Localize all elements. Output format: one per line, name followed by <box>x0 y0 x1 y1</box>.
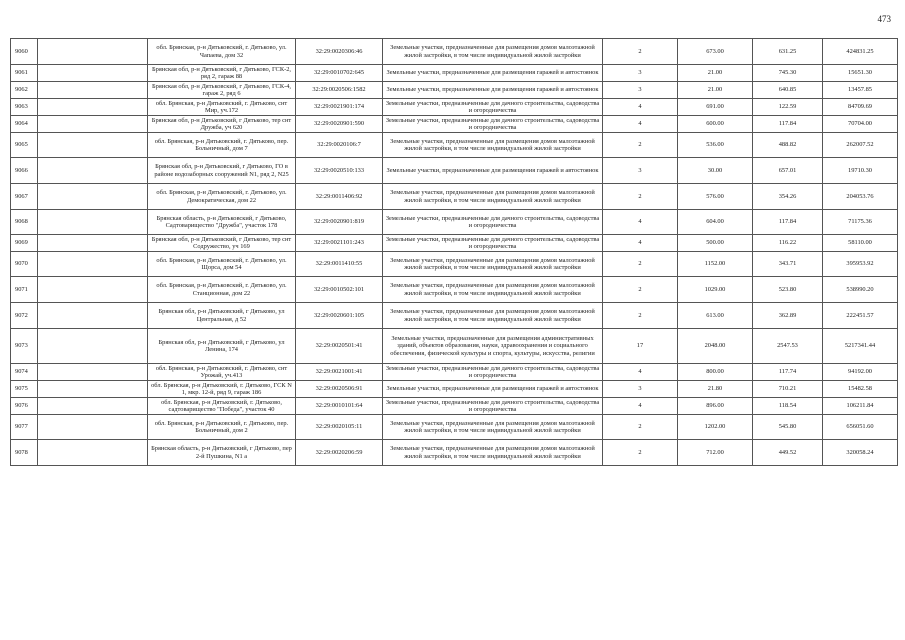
unit-value-cell: 640.85 <box>753 82 823 99</box>
use-group-cell: 4 <box>603 210 678 235</box>
land-use-cell: Земельные участки, предназначенные для дачного строительства, садоводства и огородничества <box>383 235 603 252</box>
area-cell: 1152.00 <box>678 252 753 277</box>
land-use-cell: Земельные участки, предназначенные для дачного строительства, садоводства и огородничества <box>383 99 603 116</box>
address-cell: Брянская обл, р-н Дятьковский, г Дятьково, ГО в районе водозаборных сооружений N1, ряд 2, N25 <box>148 158 296 184</box>
page-number: 473 <box>877 14 891 24</box>
area-cell: 600.00 <box>678 116 753 133</box>
cadastral-number-cell: 32:29:0020901:819 <box>296 210 383 235</box>
address-cell: обл. Брянская, р-н Дятьковский, г. Дятьково, ул. Щорса, дом 54 <box>148 252 296 277</box>
blank-cell <box>38 440 148 466</box>
unit-value-cell: 116.22 <box>753 235 823 252</box>
blank-cell <box>38 133 148 158</box>
unit-value-cell: 354.26 <box>753 184 823 210</box>
use-group-cell: 4 <box>603 235 678 252</box>
table-row <box>11 415 898 440</box>
cadastral-value-cell: 13457.85 <box>823 82 898 99</box>
blank-cell <box>38 210 148 235</box>
cadastral-number-cell: 32:29:0010702:645 <box>296 65 383 82</box>
land-use-cell: Земельные участки, предназначенные для размещения домов малоэтажной жилой застройки, в том числе индивидуальной жилой застройки <box>383 133 603 158</box>
use-group-cell: 3 <box>603 381 678 398</box>
address-cell: Брянская обл, р-н Дятьковский, г Дятьково, тер снт Содружество, уч 169 <box>148 235 296 252</box>
unit-value-cell: 631.25 <box>753 39 823 65</box>
area-cell: 2048.00 <box>678 329 753 364</box>
area-cell: 30.00 <box>678 158 753 184</box>
record-number: 9069 <box>11 235 38 252</box>
address-cell: Брянская обл, р-н Дятьковский, г Дятьково, ул Центральная, д 52 <box>148 303 296 329</box>
record-number: 9062 <box>11 82 38 99</box>
use-group-cell: 2 <box>603 184 678 210</box>
record-number: 9072 <box>11 303 38 329</box>
address-cell: обл. Брянская, р-н Дятьковский, г. Дятьково, садтоварищество "Победа", участок 40 <box>148 398 296 415</box>
address-cell: обл. Брянская, р-н Дятьковский, г. Дятьково, снт Мир, уч.172 <box>148 99 296 116</box>
cadastral-value-cell: 656051.60 <box>823 415 898 440</box>
area-cell: 576.00 <box>678 184 753 210</box>
use-group-cell: 4 <box>603 398 678 415</box>
cadastral-number-cell: 32:29:0020206:59 <box>296 440 383 466</box>
use-group-cell: 2 <box>603 252 678 277</box>
cadastral-number-cell: 32:29:0020601:105 <box>296 303 383 329</box>
record-number: 9073 <box>11 329 38 364</box>
blank-cell <box>38 303 148 329</box>
use-group-cell: 2 <box>603 39 678 65</box>
cadastral-value-cell: 84709.69 <box>823 99 898 116</box>
cadastral-number-cell: 32:29:0021901:174 <box>296 99 383 116</box>
cadastral-value-cell: 395953.92 <box>823 252 898 277</box>
unit-value-cell: 118.54 <box>753 398 823 415</box>
cadastral-number-cell: 32:29:0020901:590 <box>296 116 383 133</box>
address-cell: Брянская область, р-н Дятьковский, г Дятьково, пер 2-й Пушкина, N1 а <box>148 440 296 466</box>
cadastral-number-cell: 32:29:0011406:92 <box>296 184 383 210</box>
area-cell: 896.00 <box>678 398 753 415</box>
record-number: 9060 <box>11 39 38 65</box>
address-cell: обл. Брянская, р-н Дятьковский, г. Дятьково, ул. Станционная, дом 22 <box>148 277 296 303</box>
address-cell: Брянская обл, р-н Дятьковский, г Дятьково, ул Ленина, 174 <box>148 329 296 364</box>
address-cell: Брянская обл, р-н Дятьковский, г Дятьково, ГСК-2, ряд 2, гараж 88 <box>148 65 296 82</box>
use-group-cell: 2 <box>603 415 678 440</box>
blank-cell <box>38 277 148 303</box>
record-number: 9067 <box>11 184 38 210</box>
land-use-cell: Земельные участки, предназначенные для размещения домов малоэтажной жилой застройки, в том числе индивидуальной жилой застройки <box>383 39 603 65</box>
cadastral-number-cell: 32:29:0021101:243 <box>296 235 383 252</box>
cadastral-number-cell: 32:29:0010101:64 <box>296 398 383 415</box>
cadastral-value-cell: 538990.20 <box>823 277 898 303</box>
unit-value-cell: 117.74 <box>753 364 823 381</box>
blank-cell <box>38 398 148 415</box>
blank-cell <box>38 82 148 99</box>
land-use-cell: Земельные участки, предназначенные для размещения гаражей и автостоянок <box>383 158 603 184</box>
blank-cell <box>38 184 148 210</box>
cadastral-value-cell: 94192.00 <box>823 364 898 381</box>
cadastral-number-cell: 32:29:0020506:91 <box>296 381 383 398</box>
blank-cell <box>38 381 148 398</box>
use-group-cell: 2 <box>603 133 678 158</box>
land-use-cell: Земельные участки, предназначенные для размещения домов малоэтажной жилой застройки, в том числе индивидуальной жилой застройки <box>383 277 603 303</box>
area-cell: 21.80 <box>678 381 753 398</box>
land-use-cell: Земельные участки, предназначенные для дачного строительства, садоводства и огородничества <box>383 398 603 415</box>
cadastral-value-cell: 71175.36 <box>823 210 898 235</box>
area-cell: 673.00 <box>678 39 753 65</box>
record-number: 9066 <box>11 158 38 184</box>
cadastral-value-cell: 15482.58 <box>823 381 898 398</box>
cadastral-value-cell: 106211.84 <box>823 398 898 415</box>
area-cell: 800.00 <box>678 364 753 381</box>
blank-cell <box>38 252 148 277</box>
address-cell: обл. Брянская, р-н Дятьковский, г. Дятьково, ГСК N 1, мкр. 12-й, ряд 9, гараж 186 <box>148 381 296 398</box>
record-number: 9064 <box>11 116 38 133</box>
record-number: 9063 <box>11 99 38 116</box>
use-group-cell: 4 <box>603 364 678 381</box>
cadastral-number-cell: 32:29:0010502:101 <box>296 277 383 303</box>
land-use-cell: Земельные участки, предназначенные для размещения домов малоэтажной жилой застройки, в том числе индивидуальной жилой застройки <box>383 184 603 210</box>
area-cell: 1202.00 <box>678 415 753 440</box>
table-row <box>11 210 898 235</box>
address-cell: обл. Брянская, р-н Дятьковский, г. Дятьково, пер. Больничный, дом 7 <box>148 133 296 158</box>
table-row <box>11 252 898 277</box>
land-use-cell: Земельные участки, предназначенные для размещения домов малоэтажной жилой застройки, в том числе индивидуальной жилой застройки <box>383 252 603 277</box>
area-cell: 500.00 <box>678 235 753 252</box>
use-group-cell: 4 <box>603 99 678 116</box>
unit-value-cell: 523.80 <box>753 277 823 303</box>
area-cell: 1029.00 <box>678 277 753 303</box>
cadastral-number-cell: 32:29:0020306:46 <box>296 39 383 65</box>
land-use-cell: Земельные участки, предназначенные для размещения административных зданий, объектов образования, науки, здравоохранения и социального обеспечения, физической культуры и спорта, культуры, искусства, религии <box>383 329 603 364</box>
table-row <box>11 381 898 398</box>
land-use-cell: Земельные участки, предназначенные для размещения домов малоэтажной жилой застройки, в том числе индивидуальной жилой застройки <box>383 440 603 466</box>
record-number: 9078 <box>11 440 38 466</box>
use-group-cell: 17 <box>603 329 678 364</box>
cadastral-number-cell: 32:29:0021001:41 <box>296 364 383 381</box>
address-cell: обл. Брянская, р-н Дятьковский, г. Дятьково, ул. Демократическая, дом 22 <box>148 184 296 210</box>
address-cell: обл. Брянская, р-н Дятьковский, г. Дятьково, пер. Больничный, дом 2 <box>148 415 296 440</box>
blank-cell <box>38 39 148 65</box>
land-use-cell: Земельные участки, предназначенные для размещения гаражей и автостоянок <box>383 381 603 398</box>
cadastral-number-cell: 32:29:0020501:41 <box>296 329 383 364</box>
land-use-cell: Земельные участки, предназначенные для размещения домов малоэтажной жилой застройки, в том числе индивидуальной жилой застройки <box>383 303 603 329</box>
unit-value-cell: 2547.53 <box>753 329 823 364</box>
record-number: 9070 <box>11 252 38 277</box>
unit-value-cell: 362.89 <box>753 303 823 329</box>
land-use-cell: Земельные участки, предназначенные для дачного строительства, садоводства и огородничества <box>383 116 603 133</box>
table-row <box>11 277 898 303</box>
blank-cell <box>38 364 148 381</box>
cadastral-number-cell: 32:29:0020106:7 <box>296 133 383 158</box>
table-row <box>11 65 898 82</box>
record-number: 9075 <box>11 381 38 398</box>
cadastral-value-cell: 19710.30 <box>823 158 898 184</box>
cadastral-number-cell: 32:29:0020105:11 <box>296 415 383 440</box>
cadastral-value-cell: 222451.57 <box>823 303 898 329</box>
blank-cell <box>38 235 148 252</box>
address-cell: обл. Брянская, р-н Дятьковский, г. Дятьково, ул. Чапаева, дом 32 <box>148 39 296 65</box>
address-cell: Брянская область, р-н Дятьковский, г Дятьково, Садтоварищество "Дружба", участок 178 <box>148 210 296 235</box>
area-cell: 536.00 <box>678 133 753 158</box>
table-row <box>11 133 898 158</box>
cadastral-value-cell: 58110.00 <box>823 235 898 252</box>
blank-cell <box>38 158 148 184</box>
land-use-cell: Земельные участки, предназначенные для дачного строительства, садоводства и огородничества <box>383 210 603 235</box>
address-cell: Брянская обл, р-н Дятьковский, г Дятьково, тер снт Дружба, уч 620 <box>148 116 296 133</box>
unit-value-cell: 488.82 <box>753 133 823 158</box>
cadastral-number-cell: 32:29:0020510:133 <box>296 158 383 184</box>
table-row <box>11 235 898 252</box>
unit-value-cell: 449.52 <box>753 440 823 466</box>
area-cell: 21.00 <box>678 82 753 99</box>
record-number: 9068 <box>11 210 38 235</box>
blank-cell <box>38 65 148 82</box>
table-row <box>11 398 898 415</box>
unit-value-cell: 117.84 <box>753 210 823 235</box>
unit-value-cell: 122.59 <box>753 99 823 116</box>
table-row <box>11 303 898 329</box>
cadastral-number-cell: 32:29:0011410:55 <box>296 252 383 277</box>
cadastral-value-cell: 70704.00 <box>823 116 898 133</box>
unit-value-cell: 343.71 <box>753 252 823 277</box>
area-cell: 21.00 <box>678 65 753 82</box>
land-use-cell: Земельные участки, предназначенные для размещения гаражей и автостоянок <box>383 82 603 99</box>
unit-value-cell: 657.01 <box>753 158 823 184</box>
use-group-cell: 2 <box>603 303 678 329</box>
cadastral-number-cell: 32:29:0020506:1582 <box>296 82 383 99</box>
blank-cell <box>38 329 148 364</box>
area-cell: 613.00 <box>678 303 753 329</box>
table-body <box>11 39 898 466</box>
cadastral-value-cell: 262007.52 <box>823 133 898 158</box>
land-registry-table <box>10 38 898 466</box>
table-row <box>11 329 898 364</box>
cadastral-value-cell: 424831.25 <box>823 39 898 65</box>
record-number: 9076 <box>11 398 38 415</box>
blank-cell <box>38 415 148 440</box>
unit-value-cell: 745.30 <box>753 65 823 82</box>
table-row <box>11 364 898 381</box>
cadastral-value-cell: 320058.24 <box>823 440 898 466</box>
table-row <box>11 116 898 133</box>
record-number: 9071 <box>11 277 38 303</box>
area-cell: 604.00 <box>678 210 753 235</box>
unit-value-cell: 710.21 <box>753 381 823 398</box>
land-use-cell: Земельные участки, предназначенные для размещения домов малоэтажной жилой застройки, в том числе индивидуальной жилой застройки <box>383 415 603 440</box>
cadastral-value-cell: 15651.30 <box>823 65 898 82</box>
address-cell: Брянская обл, р-н Дятьковский, г Дятьково, ГСК-4, гараж 2, ряд 6 <box>148 82 296 99</box>
use-group-cell: 3 <box>603 158 678 184</box>
unit-value-cell: 117.84 <box>753 116 823 133</box>
table-row <box>11 184 898 210</box>
use-group-cell: 2 <box>603 440 678 466</box>
blank-cell <box>38 116 148 133</box>
unit-value-cell: 545.80 <box>753 415 823 440</box>
record-number: 9074 <box>11 364 38 381</box>
table-row <box>11 99 898 116</box>
table-row <box>11 440 898 466</box>
table-row <box>11 39 898 65</box>
table-row <box>11 158 898 184</box>
blank-cell <box>38 99 148 116</box>
area-cell: 712.00 <box>678 440 753 466</box>
cadastral-value-cell: 5217341.44 <box>823 329 898 364</box>
table-row <box>11 82 898 99</box>
record-number: 9061 <box>11 65 38 82</box>
area-cell: 691.00 <box>678 99 753 116</box>
record-number: 9065 <box>11 133 38 158</box>
use-group-cell: 2 <box>603 277 678 303</box>
use-group-cell: 3 <box>603 82 678 99</box>
land-use-cell: Земельные участки, предназначенные для размещения гаражей и автостоянок <box>383 65 603 82</box>
land-use-cell: Земельные участки, предназначенные для дачного строительства, садоводства и огородничества <box>383 364 603 381</box>
address-cell: обл. Брянская, р-н Дятьковский, г. Дятьково, снт Урожай, уч.413 <box>148 364 296 381</box>
use-group-cell: 3 <box>603 65 678 82</box>
use-group-cell: 4 <box>603 116 678 133</box>
cadastral-value-cell: 204053.76 <box>823 184 898 210</box>
record-number: 9077 <box>11 415 38 440</box>
